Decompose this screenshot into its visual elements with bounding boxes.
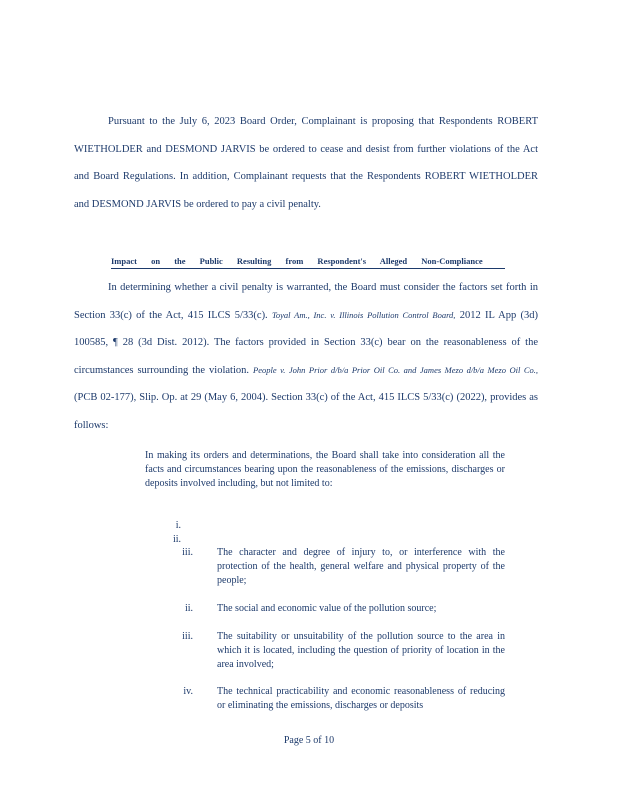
page-footer xyxy=(0,735,618,747)
paragraph-section-33c xyxy=(74,274,538,439)
list-numeral: iii. xyxy=(182,631,193,642)
paragraph-text-2: 2012 IL App (3d) 100585, ¶ 28 (3d Dist. 2012). The factors provided in Section 33(c) bear on the reasonableness of the circumstances surrounding the violation. xyxy=(74,309,538,376)
case-citation-prior: People v. John Prior d/b/a Prior Oil Co. and James Mezo d/b/a Mezo Oil Co., xyxy=(253,364,538,375)
section-heading: Impact on the Public Resulting from Respondent's Alleged Non-Compliance xyxy=(111,255,505,269)
list-numeral: iii. xyxy=(182,547,193,558)
list-numeral: ii. xyxy=(172,533,181,545)
list-short-numerals xyxy=(145,519,505,547)
list-numeral: iv. xyxy=(183,686,193,697)
paragraph-penalty-request xyxy=(74,108,538,218)
paragraph-text-1: In determining whether a civil penalty is warranted, the Board must consider the factors set forth in Section 33(c) of the Act, 415 ILCS 5/33(c). xyxy=(74,282,538,321)
block-quote: In making its orders and determinations, the Board shall take into consideration all the facts and circumstances bearing upon the reasonableness of the emissions, discharges or deposits involved including, but not limited to: xyxy=(145,450,505,489)
page-number: 5 xyxy=(305,735,311,746)
page-label: Page xyxy=(283,735,304,746)
page-total: 10 xyxy=(324,735,335,746)
list-item-text: The social and economic value of the pollution source; xyxy=(217,603,437,614)
paragraph-text: Pursuant to the July 6, 2023 Board Order, Complainant is proposing that Respondents ROBERT WIETHOLDER and DESMOND JARVIS be ordered to cease and desist from further violations of the Act and Board Regulations. In addition, Complainant requests that the Respondents ROBERT WIETHOLDER and DESMOND JARVIS be ordered to pay a civil penalty. xyxy=(74,116,538,210)
page-of: of xyxy=(313,735,322,746)
case-citation-toyal: Toyal Am., Inc. v. Illinois Pollution Control Board, xyxy=(271,309,456,320)
paragraph-text-3: (PCB 02-177), Slip. Op. at 29 (May 6, 2004). Section 33(c) of the Act, 415 ILCS 5/33(c) (2022), provides as follows: xyxy=(74,392,538,431)
list-numeral: i. xyxy=(175,520,181,531)
list-item-text: The suitability or unsuitability of the pollution source to the area in which it is located, including the question of priority of location in the area involved; xyxy=(217,631,505,670)
list-item-text: The character and degree of injury to, or interference with the protection of the health, general welfare and physical property of the people; xyxy=(217,547,505,586)
list-item-text: The technical practicability and economic reasonableness of reducing or eliminating the emissions, discharges or deposits xyxy=(217,686,505,711)
list-numeral: ii. xyxy=(184,603,193,614)
